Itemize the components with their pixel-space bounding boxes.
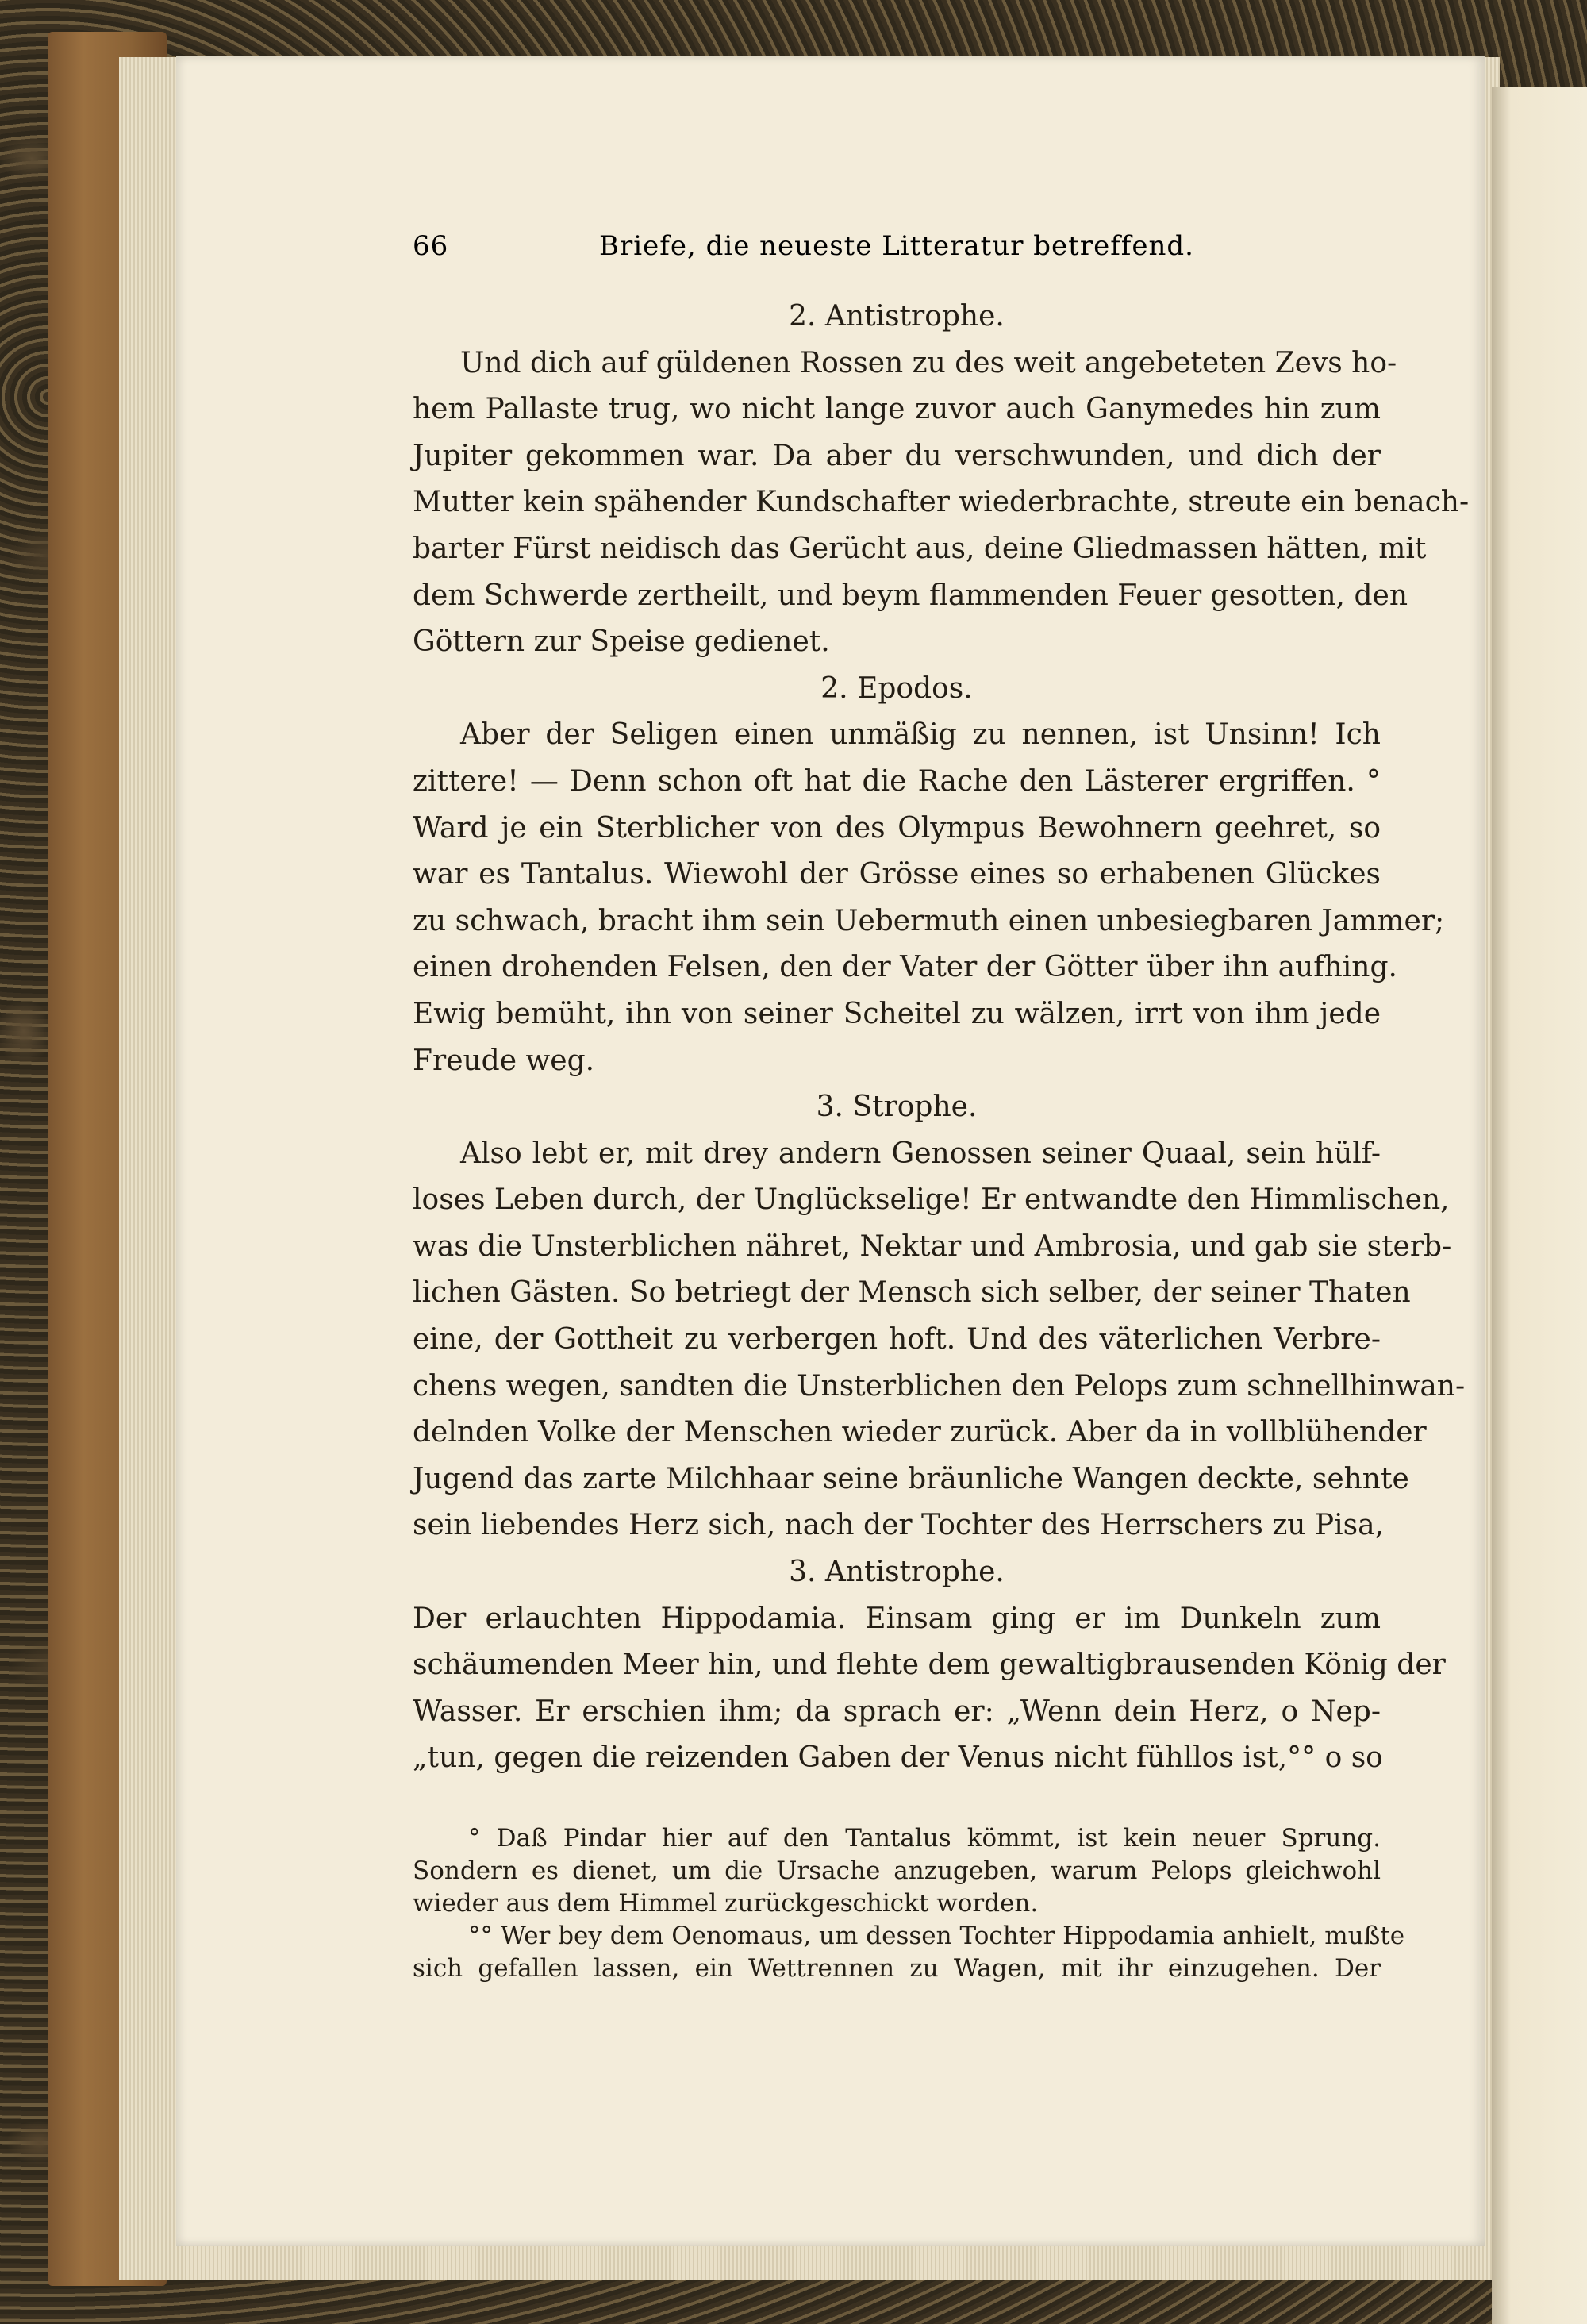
body-line: „tun, gegen die reizenden Gaben der Venus nicht fühllos ist,°° o so [413,1741,1383,1775]
body-line: Der erlauchten Hippodamia. Einsam ging er im Dunkeln zum [413,1602,1381,1635]
footnote-line: Sondern es dienet, um die Ursache anzugeben, warum Pelops gleichwohl [413,1857,1381,1885]
body-line: 3. Antistrophe. [789,1556,1005,1589]
body-line: Und dich auf güldenen Rossen zu des weit angebeteten Zevs ho- [460,346,1397,379]
body-line: Ewig bemüht, ihn von seiner Scheitel zu wälzen, irrt von ihm jede [413,997,1381,1030]
body-line: Göttern zur Speise gedienet. [413,625,830,659]
body-line: hem Pallaste trug, wo nicht lange zuvor auch Ganymedes hin zum [413,393,1381,426]
facing-page-edge [1492,87,1587,2324]
body-line: dem Schwerde zertheilt, und beym flammenden Feuer gesotten, den [413,579,1408,612]
body-line: was die Unsterblichen nähret, Nektar und Ambrosia, und gab sie sterb- [413,1229,1452,1263]
body-line: war es Tantalus. Wiewohl der Grösse eines so erhabenen Glückes [413,858,1381,891]
body-line: schäumenden Meer hin, und flehte dem gewaltigbrausenden König der [413,1649,1446,1682]
body-line: Aber der Seligen einen unmäßig zu nennen, ist Unsinn! Ich [460,718,1381,752]
body-line: delnden Volke der Menschen wieder zurück. Aber da in vollblühender [413,1416,1427,1449]
body-line: 3. Strophe. [816,1091,978,1124]
body-line: Mutter kein spähender Kundschafter wiederbrachte, streute ein benach- [413,486,1470,519]
body-line: barter Fürst neidisch das Gerücht aus, deine Gliedmassen hätten, mit [413,532,1427,565]
running-head [413,230,1381,278]
footnote-line: ° Daß Pindar hier auf den Tantalus kömmt, ist kein neuer Sprung. [468,1824,1381,1853]
body-line: Wasser. Er erschien ihm; da sprach er: „Wenn dein Herz, o Nep- [413,1695,1381,1728]
page-number: 66 [413,230,449,262]
footnote-line: wieder aus dem Himmel zurückgeschickt worden. [413,1889,1039,1918]
body-text [413,294,1470,1782]
body-line: Ward je ein Sterblicher von des Olympus Bewohnern geehret, so [413,811,1381,845]
body-line: 2. Epodos. [820,671,973,705]
body-line: eine, der Gottheit zu verbergen hoft. Und des väterlichen Verbre- [413,1323,1381,1356]
footnote-line: sich gefallen lassen, ein Wettrennen zu Wagen, mit ihr einzugehen. Der [413,1954,1381,1983]
body-line: lichen Gästen. So betriegt der Mensch sich selber, der seiner Thaten [413,1276,1411,1310]
footnote-line: °° Wer bey dem Oenomaus, um dessen Tochter Hippodamia anhielt, mußte [468,1922,1405,1950]
footnotes [413,1822,1405,1985]
body-line: Jupiter gekommen war. Da aber du verschwunden, und dich der [413,439,1381,472]
body-line: Jugend das zarte Milchhaar seine bräunliche Wangen deckte, sehnte [413,1462,1409,1495]
body-line: zittere! — Denn schon oft hat die Rache den Lästerer ergriffen. ° [413,764,1381,798]
body-line: loses Leben durch, der Unglückselige! Er entwandte den Himmlischen, [413,1183,1450,1217]
body-line: 2. Antistrophe. [789,300,1005,333]
body-line: zu schwach, bracht ihm sein Uebermuth einen unbesiegbaren Jammer; [413,904,1445,937]
body-line: einen drohenden Felsen, den der Vater der Götter über ihn aufhing. [413,951,1397,984]
body-line: Freude weg. [413,1044,595,1077]
running-title: Briefe, die neueste Litteratur betreffend. [599,230,1194,262]
body-line: sein liebendes Herz sich, nach der Tochter des Herrschers zu Pisa, [413,1509,1385,1542]
body-line: chens wegen, sandten die Unsterblichen den Pelops zum schnellhinwan- [413,1369,1466,1402]
body-line: Also lebt er, mit drey andern Genossen seiner Quaal, sein hülf- [460,1137,1381,1170]
